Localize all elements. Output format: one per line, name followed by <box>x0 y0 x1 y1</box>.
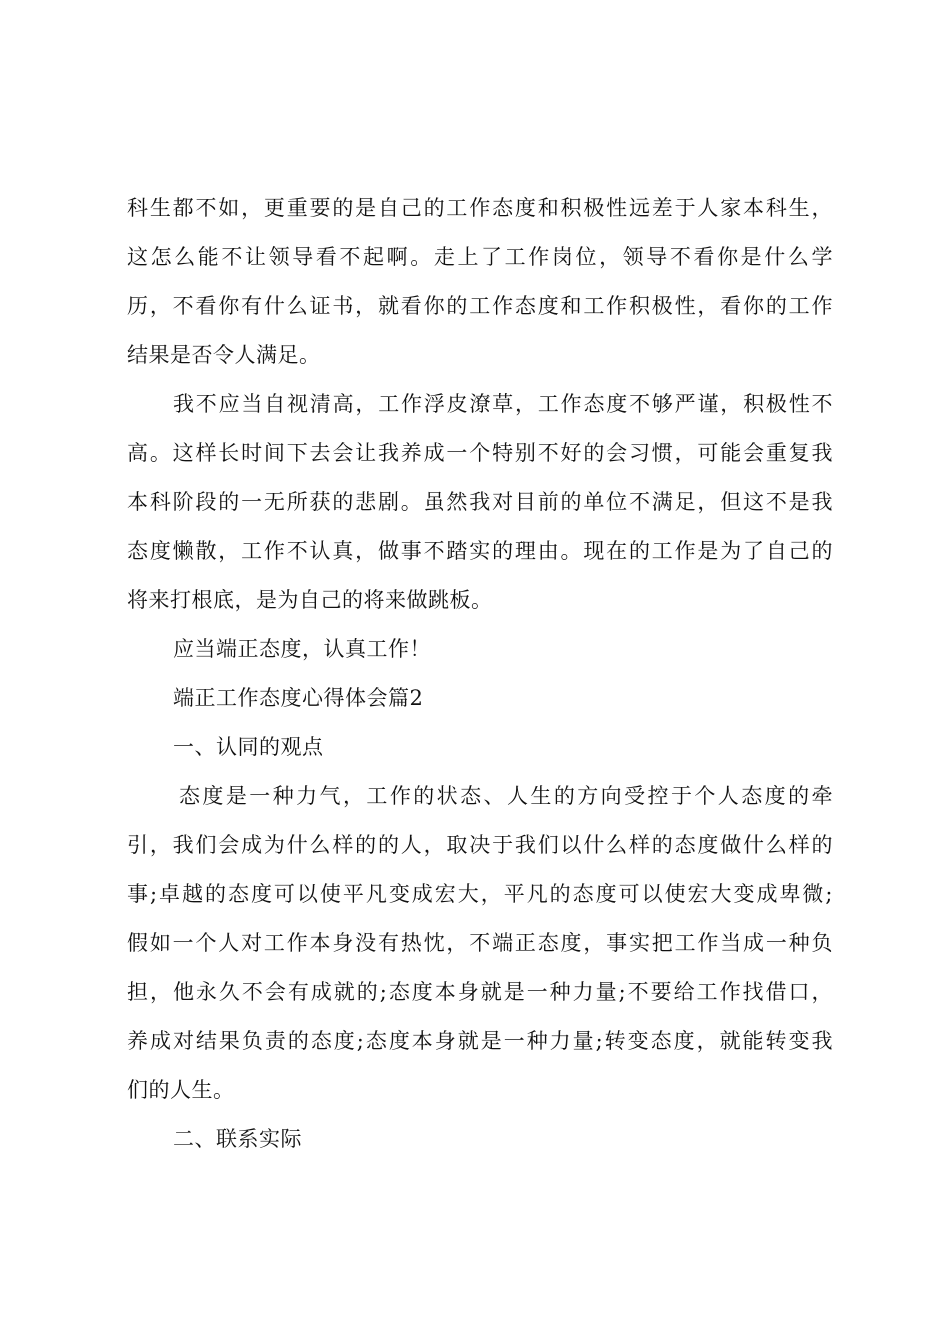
text-line: 将来打根底，是为自己的将来做跳板。 <box>127 588 493 612</box>
text-line: 高。这样长时间下去会让我养成一个特别不好的会习惯，可能会重复我 <box>127 441 833 465</box>
text-line: 科生都不如，更重要的是自己的工作态度和积极性远差于人家本科生， <box>127 196 833 220</box>
text-line: 们的人生。 <box>127 1078 235 1102</box>
text-line: 这怎么能不让领导看不起啊。走上了工作岗位，领导不看你是什么学 <box>127 245 833 269</box>
text-line: 引，我们会成为什么样的的人，取决于我们以什么样的态度做什么样的 <box>127 833 833 857</box>
text-line: 本科阶段的一无所获的悲剧。虽然我对目前的单位不满足，但这不是我 <box>127 490 833 514</box>
paragraph-1 <box>127 184 833 380</box>
paragraph-3: 应当端正态度，认真工作！ <box>173 637 431 661</box>
text-line: 历，不看你有什么证书，就看你的工作态度和工作积极性，看你的工作 <box>127 294 833 318</box>
text-line: 假如一个人对工作本身没有热忱，不端正态度，事实把工作当成一种负 <box>127 931 833 955</box>
text-line: 态度是一种力气，工作的状态、人生的方向受控于个人态度的牵 <box>179 784 833 808</box>
paragraph-6 <box>127 772 833 1115</box>
text-line: 事;卓越的态度可以使平凡变成宏大，平凡的态度可以使宏大变成卑微; <box>127 882 833 906</box>
subheading-2: 二、联系实际 <box>173 1127 302 1151</box>
paragraph-2 <box>127 380 833 625</box>
document-body <box>127 184 833 1164</box>
subheading-1: 一、认同的观点 <box>173 735 324 759</box>
text-line: 担，他永久不会有成就的;态度本身就是一种力量;不要给工作找借口， <box>127 980 833 1004</box>
text-line: 我不应当自视清高，工作浮皮潦草，工作态度不够严谨，积极性不 <box>173 392 833 416</box>
text-line: 养成对结果负责的态度;态度本身就是一种力量;转变态度，就能转变我 <box>127 1029 833 1053</box>
text-line: 态度懒散，工作不认真，做事不踏实的理由。现在的工作是为了自己的 <box>127 539 833 563</box>
text-line: 结果是否令人满足。 <box>127 343 321 367</box>
section-title: 端正工作态度心得体会篇2 <box>173 686 424 710</box>
